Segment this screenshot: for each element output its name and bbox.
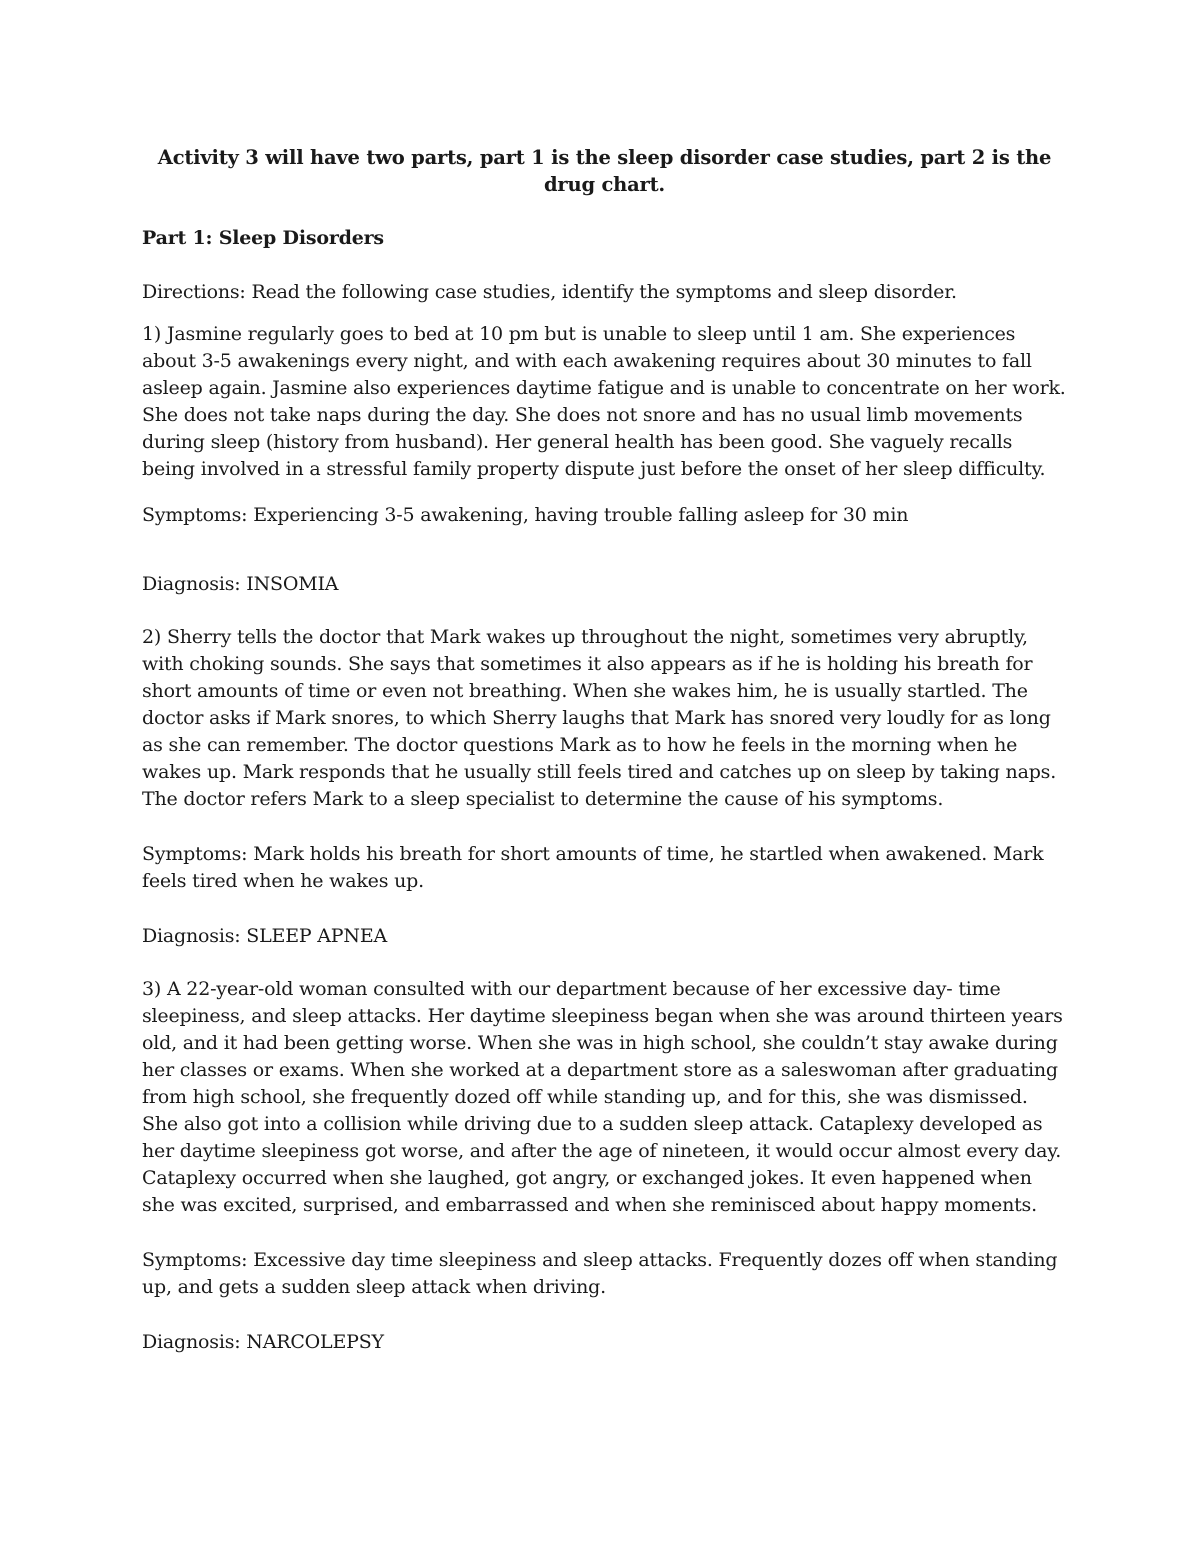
case1-text: 1) Jasmine regularly goes to bed at 10 pm but is unable to sleep until 1 am. She experiences about 3-5 awakenings every night, and with each awakening requires about 30 minutes to fall asleep again. Jasmine also experiences daytime fatigue and is unable to concentrate on her work. She does not take naps during the day. She does not snore and has no usual limb movements during sleep (history from husband). Her general health has been good. She vaguely recalls being involved in a stressful family property dispute just before the onset of her sleep difficulty. xyxy=(142,323,1066,480)
case3-symptoms: Symptoms: Excessive day time sleepiness and sleep attacks. Frequently dozes off when standing up, and gets a sudden sleep attack when driving. xyxy=(142,1249,1058,1298)
part1-heading: Part 1: Sleep Disorders xyxy=(142,227,384,249)
directions-text: Directions: Read the following case studies, identify the symptoms and sleep disorder. xyxy=(142,281,957,303)
case2-diagnosis: Diagnosis: SLEEP APNEA xyxy=(142,925,388,947)
case3-text: 3) A 22-year-old woman consulted with our department because of her excessive day- time sleepiness, and sleep attacks. Her daytime sleepiness began when she was around thirteen years old, and it had been getting worse. When she was in high school, she couldn’t stay awake during her classes or exams. When she worked at a department store as a saleswoman after graduating from high school, she frequently dozed off while standing up, and for this, she was dismissed. She also got into a collision while driving due to a sudden sleep attack. Cataplexy developed as her daytime sleepiness got worse, and after the age of nineteen, it would occur almost every day. Cataplexy occurred when she laughed, got angry, or exchanged jokes. It even happened when she was excited, surprised, and embarrassed and when she reminisced about happy moments. xyxy=(142,978,1063,1216)
case2-symptoms: Symptoms: Mark holds his breath for short amounts of time, he startled when awakened. Mark feels tired when he wakes up. xyxy=(142,843,1044,892)
case3-diagnosis: Diagnosis: NARCOLEPSY xyxy=(142,1331,384,1353)
case1-diagnosis: Diagnosis: INSOMIA xyxy=(142,573,339,595)
case1-symptoms: Symptoms: Experiencing 3-5 awakening, having trouble falling asleep for 30 min xyxy=(142,504,909,526)
case2-text: 2) Sherry tells the doctor that Mark wakes up throughout the night, sometimes very abruptly, with choking sounds. She says that sometimes it also appears as if he is holding his breath for short amounts of time or even not breathing. When she wakes him, he is usually startled. The doctor asks if Mark snores, to which Sherry laughs that Mark has snored very loudly for as long as she can remember. The doctor questions Mark as to how he feels in the morning when he wakes up. Mark responds that he usually still feels tired and catches up on sleep by taking naps. The doctor refers Mark to a sleep specialist to determine the cause of his symptoms. xyxy=(142,626,1057,810)
document-title: Activity 3 will have two parts, part 1 is the sleep disorder case studies, part 2 is the drug chart. xyxy=(157,146,1052,196)
